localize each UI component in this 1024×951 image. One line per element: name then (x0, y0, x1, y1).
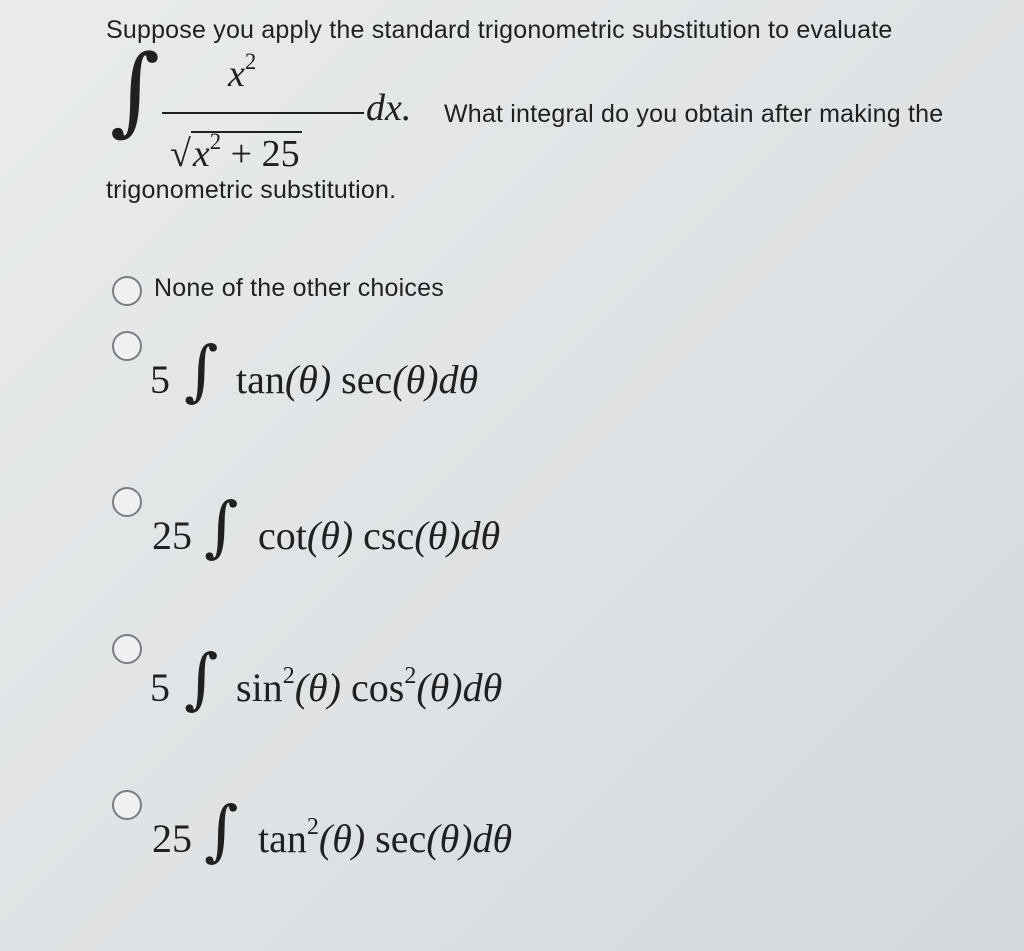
radicand (191, 128, 302, 175)
option-0-radio[interactable] (112, 276, 142, 306)
option-1-coefficient: 5 (150, 357, 170, 402)
option-2-radio[interactable] (112, 487, 142, 517)
option-1-expression (236, 356, 478, 403)
option-3-arg1: (θ) (294, 665, 351, 710)
option-2-integral-sign: ∫ (204, 488, 239, 565)
option-2-differential: dθ (460, 513, 501, 558)
option-1-differential: dθ (438, 357, 479, 402)
option-3-func1: sin (236, 665, 283, 710)
option-2-arg2: (θ) (414, 513, 461, 558)
option-1-func2: sec (341, 357, 393, 402)
option-1-radio[interactable] (112, 331, 142, 361)
option-3-func1-exp: 2 (282, 663, 295, 689)
option-4-integral-sign: ∫ (204, 792, 239, 869)
option-0-label: None of the other choices (154, 274, 444, 302)
option-3-radio[interactable] (112, 634, 142, 664)
option-4-coefficient: 25 (152, 816, 192, 861)
option-3-coefficient: 5 (150, 665, 170, 710)
differential: dx. (366, 87, 412, 129)
option-2-func2: csc (363, 513, 415, 558)
option-4-differential: dθ (472, 816, 513, 861)
option-3-expression (236, 664, 502, 711)
option-4-func1: tan (258, 816, 307, 861)
numerator-exponent: 2 (244, 48, 257, 74)
option-3-integral-sign: ∫ (184, 640, 219, 717)
option-1-func1: tan (236, 357, 285, 402)
question-prompt: What integral do you obtain after making the (444, 100, 944, 128)
option-1-arg1: (θ) (284, 357, 342, 402)
question-prompt-end: trigonometric substitution. (106, 176, 397, 204)
option-2-func1: cot (258, 513, 307, 558)
option-4-arg1: (θ) (318, 816, 376, 861)
radicand-exponent: 2 (209, 128, 222, 154)
numerator-base: x (228, 53, 245, 95)
option-4-expression (258, 815, 512, 862)
option-2-coefficient: 25 (152, 513, 192, 558)
option-4-func2: sec (375, 816, 427, 861)
radicand-rest: + 25 (230, 133, 300, 175)
option-4-arg2: (θ) (426, 816, 473, 861)
integral-sign: ∫ (110, 34, 161, 146)
option-3-differential: dθ (462, 665, 503, 710)
option-3-arg2: (θ) (416, 665, 463, 710)
numerator (228, 48, 257, 96)
denominator (170, 128, 302, 176)
radicand-base: x (192, 133, 210, 175)
option-2-arg1: (θ) (306, 513, 364, 558)
question-intro: Suppose you apply the standard trigonometric substitution to evaluate (106, 16, 893, 44)
option-3-func2-exp: 2 (404, 663, 417, 689)
option-2-expression (258, 512, 500, 559)
sqrt-symbol: √ (170, 133, 191, 175)
option-1-arg2: (θ) (392, 357, 439, 402)
option-4-func1-exp: 2 (306, 814, 319, 840)
option-3-func2: cos (350, 665, 405, 710)
option-1-integral-sign: ∫ (184, 332, 219, 409)
option-4-radio[interactable] (112, 790, 142, 820)
fraction-bar (162, 112, 364, 114)
